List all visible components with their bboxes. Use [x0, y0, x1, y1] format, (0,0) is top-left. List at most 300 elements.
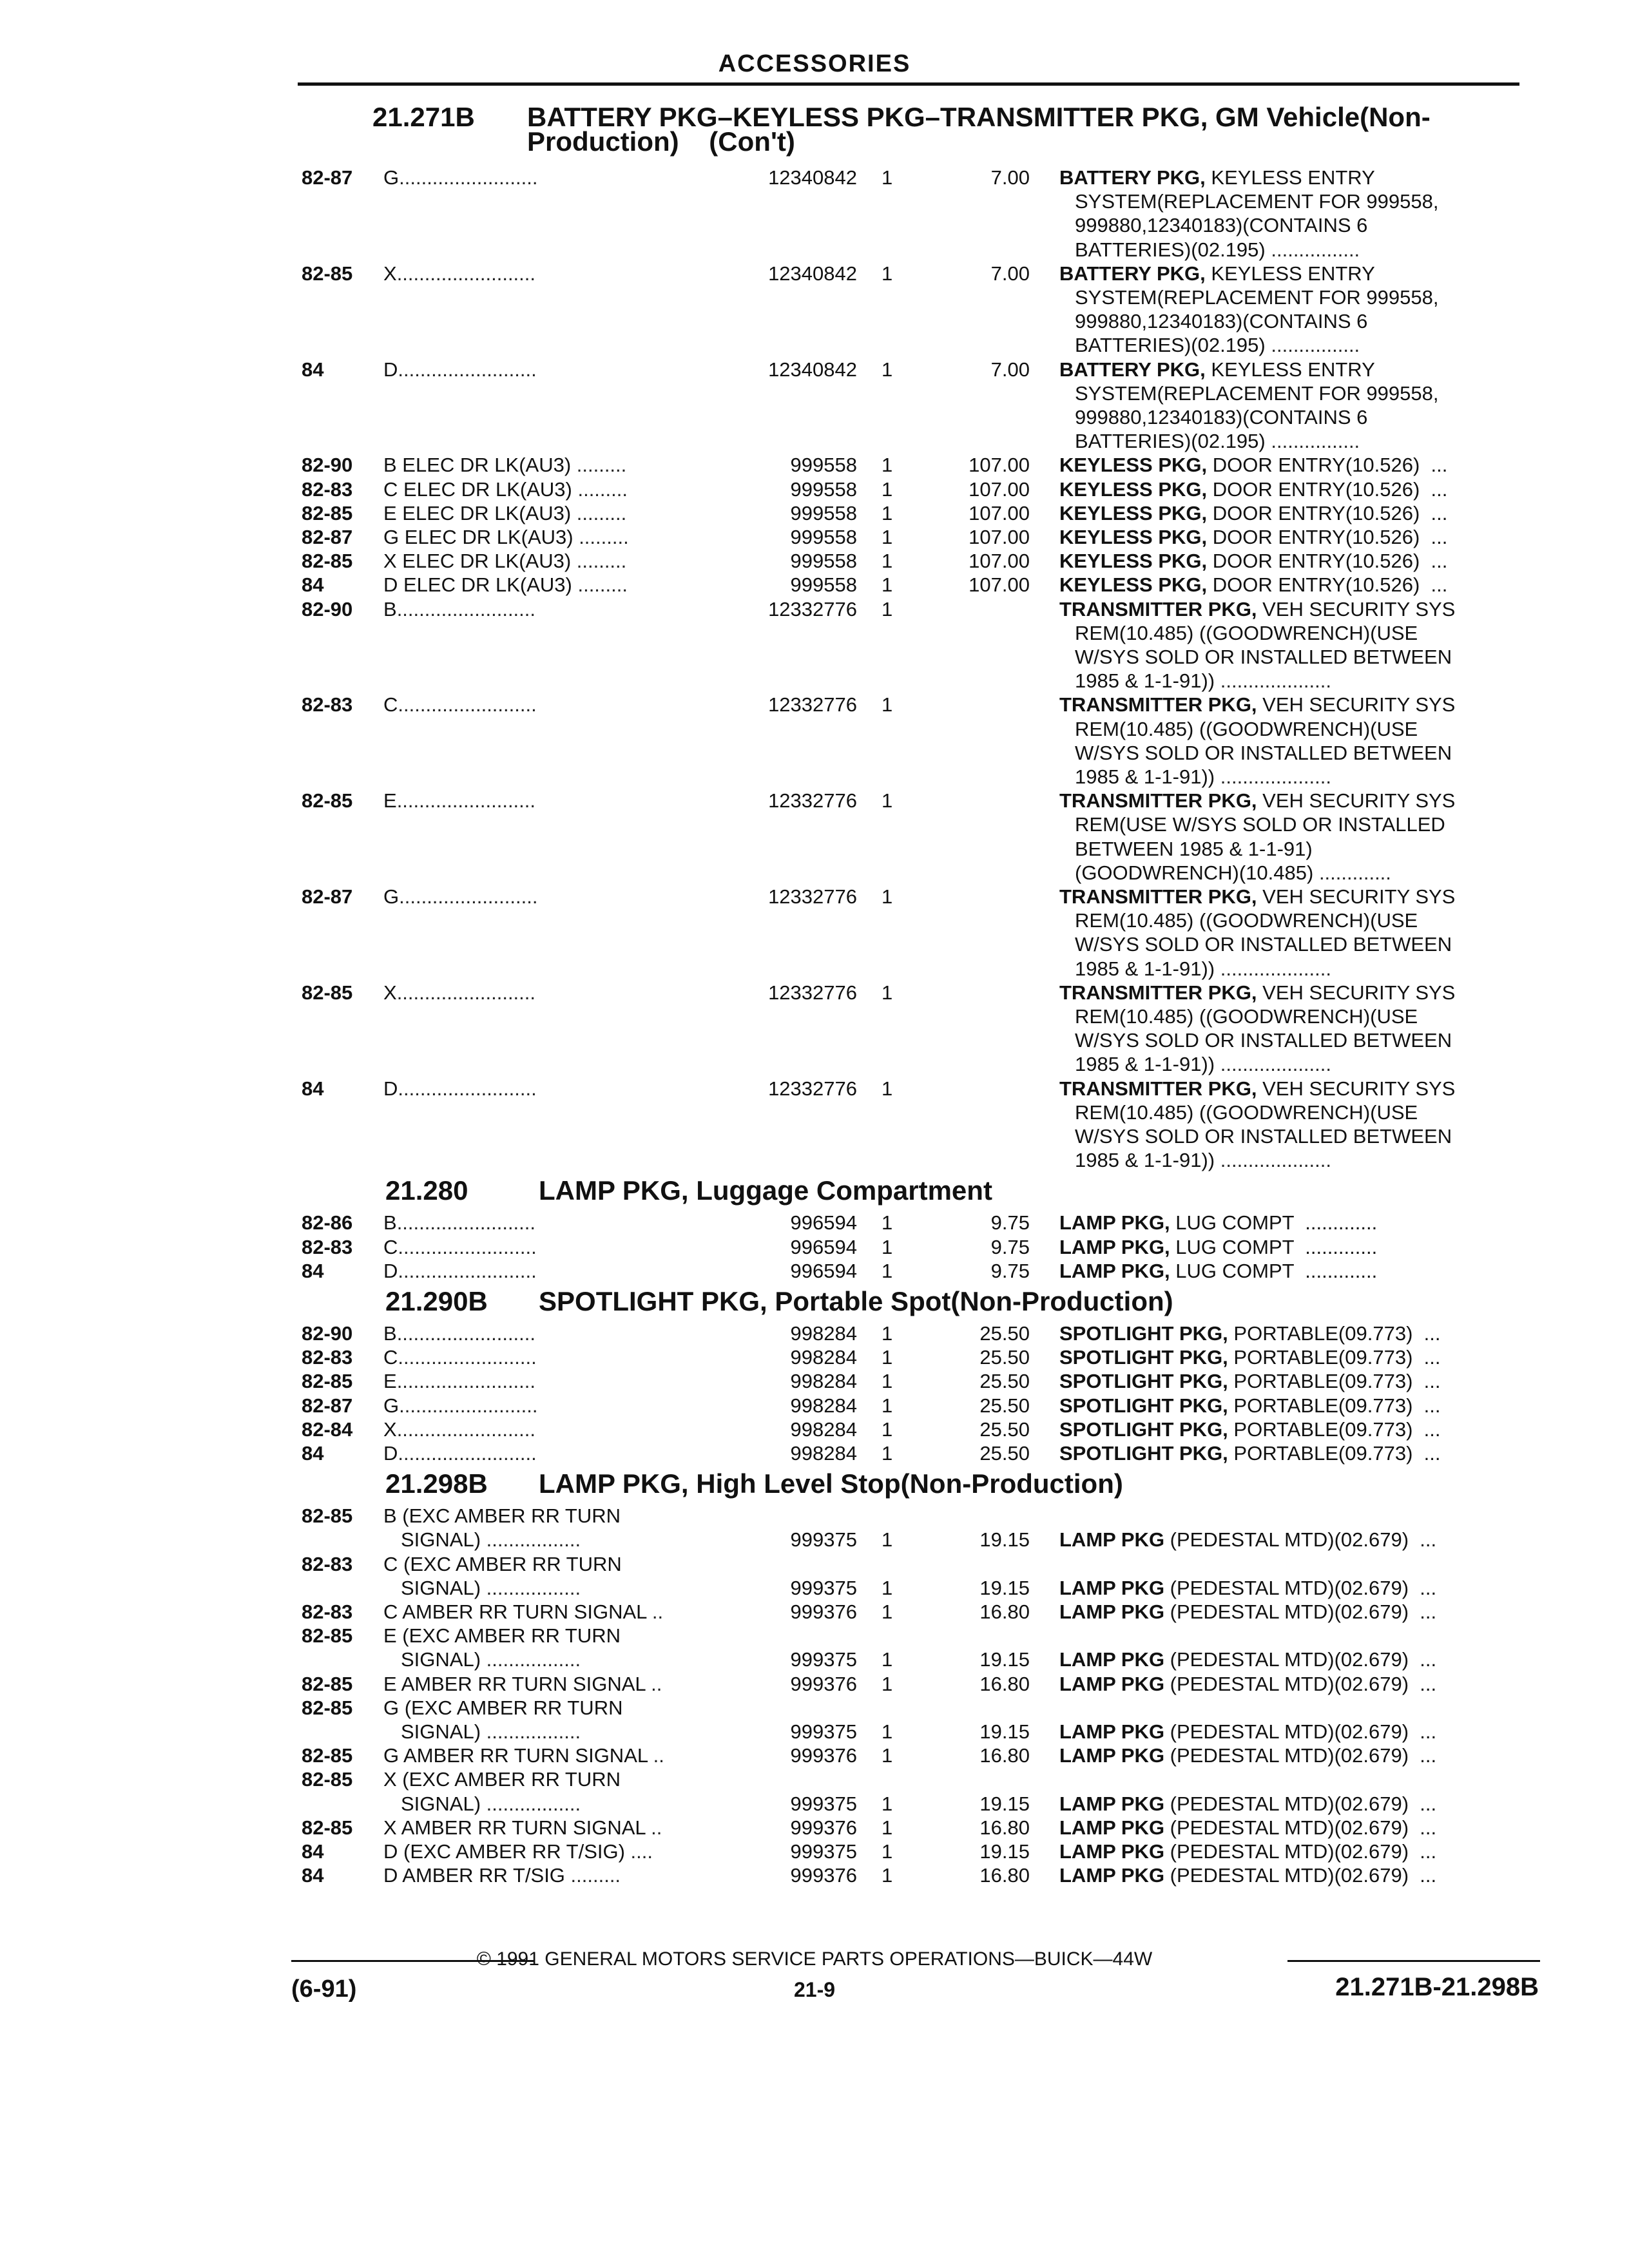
revision-date: (6-91) [291, 1975, 357, 2003]
part-number: 999558 [790, 454, 857, 477]
part-number: 999375 [790, 1792, 857, 1815]
list-item [0, 861, 1629, 885]
section-title: BATTERY PKG–KEYLESS PKG–TRANSMITTER PKG, GM Vehicle(Non- [527, 102, 1431, 132]
part-name-detail: LUG COMPT ............. [1170, 1235, 1378, 1258]
continued-text: REM(10.485) ((GOODWRENCH)(USE [1075, 717, 1418, 740]
continued-text: BATTERIES)(02.195) [1075, 334, 1266, 357]
item-description [383, 1418, 535, 1441]
part-name-bold: LAMP PKG [1059, 1648, 1165, 1671]
item-description [383, 454, 626, 477]
description-text: SIGNAL) [401, 1648, 481, 1671]
unit-price: 107.00 [969, 477, 1030, 501]
list-item [0, 406, 1629, 429]
part-number: 999375 [790, 1528, 857, 1552]
part-name [1059, 981, 1455, 1004]
list-item [0, 430, 1629, 453]
model-year: 82-90 [302, 1322, 353, 1345]
quantity: 1 [882, 358, 893, 381]
item-description [383, 573, 628, 597]
part-number: 12332776 [768, 885, 857, 908]
leader-dots: ......................... [398, 693, 537, 716]
quantity: 1 [882, 1211, 893, 1235]
part-name-detail: PORTABLE(09.773) ... [1228, 1370, 1441, 1393]
leader-dots: .................... [1215, 669, 1331, 693]
list-item [0, 1744, 1629, 1767]
quantity: 1 [882, 1235, 893, 1258]
list-item [0, 550, 1629, 573]
description-text: G [383, 885, 400, 908]
description-text: B (EXC AMBER RR TURN [383, 1504, 621, 1528]
leader-dots: ................ [1265, 238, 1360, 261]
description-text: SIGNAL) [401, 1576, 481, 1599]
model-year: 82-83 [302, 1235, 353, 1258]
unit-price: 19.15 [979, 1648, 1030, 1671]
quantity: 1 [882, 262, 893, 285]
list-item [0, 1346, 1629, 1369]
list-item [0, 1720, 1629, 1744]
part-name-detail: (PEDESTAL MTD)(02.679) ... [1164, 1648, 1437, 1671]
part-name-detail: (PEDESTAL MTD)(02.679) ... [1164, 1816, 1437, 1839]
part-number: 999376 [790, 1744, 857, 1767]
continued-text: SYSTEM(REPLACEMENT FOR 999558, [1075, 286, 1439, 309]
part-name-bold: LAMP PKG [1059, 1528, 1165, 1552]
part-number: 999376 [790, 1600, 857, 1623]
part-name-detail: DOOR ENTRY(10.526) ... [1207, 550, 1448, 573]
part-name-continued [1075, 406, 1367, 429]
item-description [383, 1077, 537, 1100]
part-name-continued [1075, 957, 1331, 981]
description-text: C [383, 693, 398, 716]
continued-text: BATTERIES)(02.195) [1075, 430, 1266, 453]
list-item [0, 1394, 1629, 1418]
list-item [0, 1528, 1629, 1552]
part-name-detail: DOOR ENTRY(10.526) ... [1207, 573, 1448, 597]
quantity: 1 [882, 885, 893, 908]
list-item [0, 334, 1629, 357]
part-number: 999376 [790, 1816, 857, 1839]
model-year: 82-87 [302, 166, 353, 189]
part-name [1059, 1528, 1436, 1552]
leader-dots: ................. [481, 1528, 581, 1552]
part-name-bold: SPOTLIGHT PKG, [1059, 1442, 1228, 1465]
part-name [1059, 358, 1375, 381]
part-name [1059, 598, 1455, 621]
section-title: LAMP PKG, Luggage Compartment [539, 1175, 992, 1206]
part-name-detail: KEYLESS ENTRY [1205, 262, 1375, 285]
part-name-continued [1075, 214, 1367, 237]
part-number: 998284 [790, 1346, 857, 1369]
part-name-continued [1075, 310, 1367, 333]
leader-dots: ......... [564, 1864, 621, 1887]
quantity: 1 [882, 1346, 893, 1369]
continued-text: SYSTEM(REPLACEMENT FOR 999558, [1075, 381, 1439, 405]
page-number: 21-9 [793, 1978, 836, 2001]
model-year: 82-85 [302, 1768, 353, 1791]
leader-dots: ......................... [399, 1394, 538, 1417]
part-name-bold: BATTERY PKG, [1059, 358, 1206, 381]
model-year: 82-86 [302, 1211, 353, 1235]
unit-price: 7.00 [990, 262, 1030, 285]
item-description [383, 166, 537, 189]
quantity: 1 [882, 693, 893, 716]
description-text: G ELEC DR LK(AU3) [383, 526, 574, 548]
model-year: 82-87 [302, 1394, 353, 1417]
description-text: C [383, 1346, 398, 1369]
part-name-bold: LAMP PKG [1059, 1600, 1165, 1623]
list-item [0, 1211, 1629, 1235]
list-item [0, 669, 1629, 693]
item-description [383, 1442, 537, 1465]
unit-price: 19.15 [979, 1576, 1030, 1599]
part-name-continued [1075, 238, 1360, 262]
part-name-bold: KEYLESS PKG, [1059, 526, 1208, 548]
list-item [0, 1053, 1629, 1076]
part-name-continued [1075, 382, 1439, 405]
unit-price: 16.80 [979, 1672, 1030, 1695]
section-title-continued: Production) (Con't) [527, 126, 795, 157]
part-number: 999558 [790, 573, 857, 597]
model-year: 82-85 [302, 550, 353, 573]
part-name-continued [1075, 909, 1418, 932]
description-text: C [383, 1235, 398, 1258]
part-name-continued [1075, 286, 1439, 309]
part-name-bold: BATTERY PKG, [1059, 166, 1206, 189]
part-name-continued [1075, 1005, 1418, 1028]
leader-dots: ................ [1265, 334, 1360, 357]
quantity: 1 [882, 501, 893, 524]
model-year: 84 [302, 1840, 324, 1863]
model-year: 84 [302, 1259, 324, 1282]
description-text: E AMBER RR TURN SIGNAL [383, 1672, 646, 1695]
item-description [383, 789, 535, 812]
model-year: 82-90 [302, 597, 353, 620]
part-name [1059, 1816, 1436, 1840]
quantity: 1 [882, 526, 893, 548]
list-item [0, 1077, 1629, 1100]
item-description [383, 550, 626, 573]
item-description [383, 1864, 621, 1887]
part-name [1059, 1840, 1436, 1863]
continued-text: W/SYS SOLD OR INSTALLED BETWEEN [1075, 1029, 1452, 1052]
part-name-continued [1075, 1029, 1452, 1052]
part-name-continued [1075, 646, 1452, 669]
unit-price: 19.15 [979, 1720, 1030, 1743]
list-item [0, 909, 1629, 932]
list-item [0, 933, 1629, 956]
part-name-bold: TRANSMITTER PKG, [1059, 981, 1257, 1004]
leader-dots: .................... [1215, 1053, 1331, 1076]
part-name-continued [1075, 765, 1331, 789]
part-name [1059, 262, 1375, 285]
list-item [0, 885, 1629, 908]
unit-price: 16.80 [979, 1864, 1030, 1887]
unit-price: 107.00 [969, 501, 1030, 524]
section-title: LAMP PKG, High Level Stop(Non-Production) [539, 1468, 1123, 1499]
item-description [383, 502, 626, 525]
list-item [0, 813, 1629, 836]
part-name [1059, 1577, 1436, 1600]
leader-dots: ......... [573, 526, 629, 548]
quantity: 1 [882, 1600, 893, 1623]
leader-dots: .. [646, 1600, 664, 1623]
part-name-detail: VEH SECURITY SYS [1257, 885, 1456, 908]
part-name-bold: LAMP PKG [1059, 1840, 1165, 1863]
part-name-detail: VEH SECURITY SYS [1257, 597, 1456, 620]
quantity: 1 [882, 1370, 893, 1393]
part-number: 998284 [790, 1442, 857, 1465]
part-name-continued [1075, 190, 1439, 213]
quantity: 1 [882, 166, 893, 189]
description-text: E (EXC AMBER RR TURN [383, 1624, 621, 1648]
unit-price: 25.50 [979, 1370, 1030, 1393]
leader-dots: ......................... [396, 1322, 536, 1345]
model-year: 84 [302, 358, 324, 381]
part-name-bold: LAMP PKG [1059, 1576, 1165, 1599]
section-heading [385, 1468, 1123, 1499]
quantity: 1 [882, 1648, 893, 1671]
unit-price: 7.00 [990, 166, 1030, 189]
continued-text: 1985 & 1-1-91)) [1075, 1149, 1215, 1172]
model-year: 82-83 [302, 1600, 353, 1623]
part-name [1059, 1236, 1377, 1259]
part-name [1059, 1648, 1436, 1671]
item-description [383, 262, 535, 285]
list-item [0, 789, 1629, 812]
description-text: SIGNAL) [401, 1792, 481, 1815]
part-name-continued [1075, 430, 1360, 453]
item-description [401, 1792, 581, 1816]
leader-dots: ............. [1313, 861, 1391, 884]
item-description [383, 1624, 621, 1648]
section-number: 21.280 [385, 1175, 468, 1206]
quantity: 1 [882, 477, 893, 501]
list-item [0, 214, 1629, 237]
part-name-bold: KEYLESS PKG, [1059, 550, 1208, 573]
section-heading [372, 102, 1431, 157]
item-description [401, 1577, 581, 1600]
part-number: 999558 [790, 526, 857, 548]
part-name-bold: SPOTLIGHT PKG, [1059, 1394, 1228, 1417]
quantity: 1 [882, 1840, 893, 1863]
leader-dots: ......................... [398, 1442, 537, 1465]
list-item [0, 1029, 1629, 1052]
leader-dots: ......................... [396, 262, 536, 285]
part-number: 998284 [790, 1370, 857, 1393]
leader-dots: ......................... [398, 1077, 537, 1100]
copyright-notice: © 1991 GENERAL MOTORS SERVICE PARTS OPERATIONS—BUICK—44W [476, 1948, 1153, 1970]
description-text: C (EXC AMBER RR TURN [383, 1552, 622, 1575]
part-name [1059, 1720, 1436, 1744]
part-name-bold: TRANSMITTER PKG, [1059, 1077, 1257, 1100]
page-title: ACCESSORIES [718, 50, 911, 77]
description-text: C AMBER RR TURN SIGNAL [383, 1600, 647, 1623]
description-text: D AMBER RR T/SIG [383, 1864, 565, 1887]
leader-dots: .. [647, 1744, 664, 1767]
description-text: D [383, 1442, 398, 1465]
leader-dots: ......................... [396, 1418, 536, 1441]
part-name-continued [1075, 1149, 1331, 1172]
quantity: 1 [882, 1576, 893, 1599]
description-text: B [383, 1322, 397, 1345]
unit-price: 9.75 [990, 1259, 1030, 1282]
model-year: 82-85 [302, 1816, 353, 1839]
leader-dots: ......................... [396, 789, 536, 812]
part-name-detail: (PEDESTAL MTD)(02.679) ... [1164, 1792, 1437, 1815]
description-text: X [383, 262, 397, 285]
continued-text: 999880,12340183)(CONTAINS 6 [1075, 406, 1368, 428]
list-item [0, 1370, 1629, 1393]
part-name [1059, 502, 1447, 525]
list-item [0, 1673, 1629, 1696]
part-name-detail: (PEDESTAL MTD)(02.679) ... [1164, 1720, 1437, 1743]
part-name-continued [1075, 1053, 1331, 1076]
list-item [0, 1792, 1629, 1816]
part-number: 12332776 [768, 1077, 857, 1100]
part-name-bold: SPOTLIGHT PKG, [1059, 1418, 1228, 1441]
part-name-bold: LAMP PKG [1059, 1720, 1165, 1743]
quantity: 1 [882, 1394, 893, 1417]
item-description [383, 1260, 537, 1283]
list-item [0, 1125, 1629, 1148]
list-item [0, 765, 1629, 789]
item-description [383, 1696, 622, 1720]
model-year: 82-85 [302, 1696, 353, 1719]
model-year: 84 [302, 573, 324, 597]
part-name [1059, 1346, 1440, 1369]
item-description [383, 1394, 537, 1418]
part-number: 12332776 [768, 693, 857, 716]
quantity: 1 [882, 1259, 893, 1282]
part-name-continued [1075, 742, 1452, 765]
section-heading [385, 1286, 1173, 1316]
description-text: D (EXC AMBER RR T/SIG) [383, 1840, 625, 1863]
list-item [0, 1553, 1629, 1576]
part-name [1059, 526, 1447, 549]
part-name [1059, 1673, 1436, 1696]
leader-dots: ......................... [396, 1370, 536, 1393]
item-description [383, 478, 628, 501]
part-name-detail: (PEDESTAL MTD)(02.679) ... [1164, 1840, 1437, 1863]
description-text: D [383, 1259, 398, 1282]
item-description [383, 1840, 653, 1863]
continued-text: 1985 & 1-1-91)) [1075, 669, 1215, 693]
list-item [0, 1442, 1629, 1465]
part-number: 999558 [790, 477, 857, 501]
part-number: 998284 [790, 1322, 857, 1345]
quantity: 1 [882, 1864, 893, 1887]
unit-price: 16.80 [979, 1600, 1030, 1623]
part-name-detail: LUG COMPT ............. [1170, 1211, 1378, 1235]
item-description [383, 598, 535, 621]
leader-dots: ......................... [396, 1211, 536, 1235]
model-year: 82-85 [302, 981, 353, 1004]
part-name-continued [1075, 838, 1313, 861]
list-item [0, 1504, 1629, 1528]
unit-price: 19.15 [979, 1792, 1030, 1815]
part-name-continued [1075, 861, 1391, 885]
leader-dots: ......................... [398, 1346, 537, 1369]
part-name-bold: TRANSMITTER PKG, [1059, 885, 1257, 908]
part-name-detail: DOOR ENTRY(10.526) ... [1207, 526, 1448, 548]
quantity: 1 [882, 550, 893, 573]
part-number: 12332776 [768, 981, 857, 1004]
part-name-bold: LAMP PKG, [1059, 1211, 1170, 1235]
list-item [0, 1600, 1629, 1624]
continued-text: 999880,12340183)(CONTAINS 6 [1075, 310, 1368, 333]
list-item [0, 957, 1629, 981]
item-description [383, 885, 537, 908]
unit-price: 9.75 [990, 1235, 1030, 1258]
part-name-detail: PORTABLE(09.773) ... [1228, 1394, 1441, 1417]
item-description [401, 1648, 581, 1671]
part-name-detail: (PEDESTAL MTD)(02.679) ... [1164, 1864, 1437, 1887]
part-name [1059, 1442, 1440, 1465]
leader-dots: .. [645, 1672, 662, 1695]
description-text: B ELEC DR LK(AU3) [383, 454, 572, 477]
model-year: 84 [302, 1077, 324, 1100]
continued-text: BETWEEN 1985 & 1-1-91) [1075, 837, 1313, 860]
list-item [0, 1322, 1629, 1345]
unit-price: 25.50 [979, 1418, 1030, 1441]
part-number: 996594 [790, 1211, 857, 1235]
item-description [383, 1744, 664, 1767]
quantity: 1 [882, 1442, 893, 1465]
continued-text: W/SYS SOLD OR INSTALLED BETWEEN [1075, 933, 1452, 956]
list-item [0, 718, 1629, 741]
item-description [383, 981, 535, 1004]
part-name-continued [1075, 1125, 1452, 1148]
description-text: G (EXC AMBER RR TURN [383, 1696, 623, 1719]
description-text: E [383, 1370, 397, 1393]
leader-dots: .................... [1215, 1149, 1331, 1172]
model-year: 82-87 [302, 885, 353, 908]
leader-dots: ................. [481, 1792, 581, 1815]
continued-text: W/SYS SOLD OR INSTALLED BETWEEN [1075, 1125, 1452, 1148]
description-text: G [383, 166, 400, 189]
list-item [0, 166, 1629, 189]
part-name-bold: BATTERY PKG, [1059, 262, 1206, 285]
continued-text: 999880,12340183)(CONTAINS 6 [1075, 214, 1368, 237]
part-name-bold: LAMP PKG, [1059, 1259, 1170, 1282]
quantity: 1 [882, 573, 893, 597]
quantity: 1 [882, 1672, 893, 1695]
part-name-detail: (PEDESTAL MTD)(02.679) ... [1164, 1576, 1437, 1599]
part-name-continued [1075, 334, 1360, 357]
list-item [0, 502, 1629, 525]
part-name-bold: SPOTLIGHT PKG, [1059, 1322, 1228, 1345]
group-range: 21.271B-21.298B [1335, 1973, 1539, 2001]
part-name-detail: (PEDESTAL MTD)(02.679) ... [1164, 1528, 1437, 1552]
part-name-continued [1075, 622, 1418, 645]
unit-price: 25.50 [979, 1394, 1030, 1417]
part-number: 996594 [790, 1259, 857, 1282]
part-name-bold: LAMP PKG, [1059, 1235, 1170, 1258]
part-name [1059, 454, 1447, 477]
item-description [383, 1600, 663, 1624]
part-name-detail: DOOR ENTRY(10.526) ... [1207, 454, 1448, 477]
list-item [0, 1648, 1629, 1671]
leader-dots: ......................... [399, 885, 538, 908]
item-description [383, 1553, 622, 1576]
description-text: X ELEC DR LK(AU3) [383, 550, 572, 573]
unit-price: 25.50 [979, 1346, 1030, 1369]
continued-text: W/SYS SOLD OR INSTALLED BETWEEN [1075, 741, 1452, 764]
item-description [383, 358, 537, 381]
part-name-detail: DOOR ENTRY(10.526) ... [1207, 477, 1448, 501]
part-name [1059, 1744, 1436, 1767]
part-number: 999558 [790, 550, 857, 573]
description-text: D ELEC DR LK(AU3) [383, 573, 572, 597]
